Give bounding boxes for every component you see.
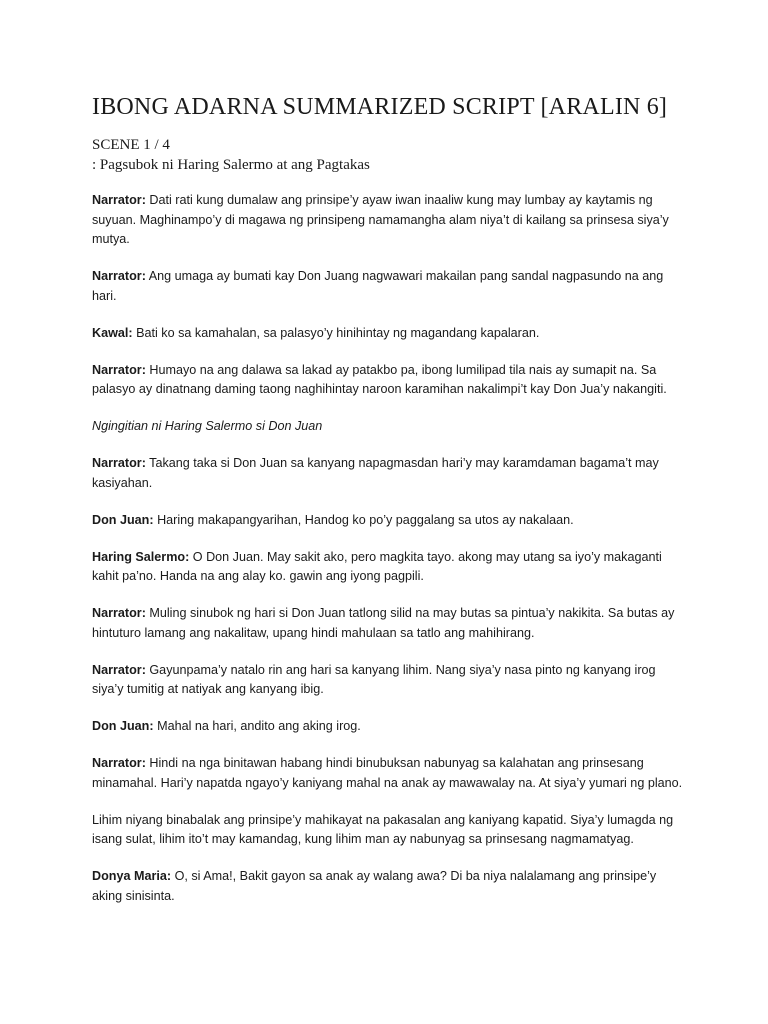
script-line: [92, 361, 688, 400]
script-line: [92, 324, 688, 344]
script-body: [92, 191, 688, 924]
script-line: [92, 661, 688, 700]
dialogue-text: Gayunpama’y natalo rin ang hari sa kanyang lihim. Nang siya’y nasa pinto ng kanyang irog siya’y tumitig at natiyak ang kanyang ibig.: [92, 662, 656, 696]
speaker-name: Narrator:: [92, 756, 146, 770]
speaker-name: Narrator:: [92, 662, 146, 677]
scene-title: : Pagsubok ni Haring Salermo at ang Pagtakas: [92, 157, 370, 173]
speaker-name: Narrator:: [92, 606, 146, 620]
speaker-name: Kawal:: [92, 325, 133, 340]
dialogue-text: Bati ko sa kamahalan, sa palasyo’y hinihintay ng magandang kapalaran.: [132, 325, 540, 340]
dialogue-text: Ang umaga ay bumati kay Don Juang nagwawari makailan pang sandal nagpasundo na ang hari.: [92, 269, 664, 303]
dialogue-text: O Don Juan. May sakit ako, pero magkita tayo. akong may utang sa iyo’y makaganti kahit pa’no. Handa na ang alay ko. gawin ang iyong pagpili.: [92, 549, 662, 583]
dialogue-text: Muling sinubok ng hari si Don Juan tatlong silid na may butas sa pintua’y nakikita. Sa butas ay hintuturo lamang ang nakalitaw, upang hindi mahulaan sa tatlo ang mahihirang.: [92, 606, 675, 640]
narration-text: Lihim niyang binabalak ang prinsipe’y mahikayat na pakasalan ang kaniyang kapatid. Siya’y lumagda ng isang sulat, lihim ito’t may kamandag, kung lihim man ay nabunyag sa prinsesang nagmamatyag.: [92, 812, 674, 846]
dialogue-text: Dati rati kung dumalaw ang prinsipe’y ayaw iwan inaaliw kung may lumbay ay kaytamis ng suyuan. Maghinampo’y di magawa ng prinsipeng namamangha alam niya’t di kailang sa prinsesa siya’y mutya.: [92, 193, 669, 246]
stage-direction: [92, 417, 688, 437]
dialogue-text: Haring makapangyarihan, Handog ko po’y paggalang sa utos ay nakalaan.: [153, 512, 574, 527]
script-line: [92, 454, 688, 493]
document-title: IBONG ADARNA SUMMARIZED SCRIPT [ARALIN 6]: [92, 94, 668, 120]
dialogue-text: O, si Ama!, Bakit gayon sa anak ay walang awa? Di ba niya nalalamang ang prinsipe’y aking sinisinta.: [92, 869, 657, 903]
script-line: [92, 511, 688, 531]
script-line: [92, 754, 688, 793]
scene-heading: [92, 135, 370, 175]
speaker-name: Narrator:: [92, 362, 146, 377]
narration-paragraph: [92, 811, 688, 850]
script-line: [92, 867, 688, 906]
speaker-name: Haring Salermo:: [92, 549, 190, 564]
speaker-name: Narrator:: [92, 456, 146, 470]
speaker-name: Narrator:: [92, 193, 146, 207]
speaker-name: Don Juan:: [92, 512, 154, 527]
script-line: [92, 604, 688, 643]
dialogue-text: Mahal na hari, andito ang aking irog.: [153, 719, 361, 733]
stage-direction-text: Ngingitian ni Haring Salermo si Don Juan: [92, 419, 323, 433]
script-line: [92, 267, 688, 306]
speaker-name: Don Juan:: [92, 719, 154, 733]
dialogue-text: Takang taka si Don Juan sa kanyang napagmasdan hari’y may karamdaman bagama’t may kasiyahan.: [92, 456, 659, 490]
script-line: [92, 717, 688, 737]
speaker-name: Narrator:: [92, 269, 146, 283]
script-line: [92, 191, 688, 250]
scene-label: SCENE 1 / 4: [92, 137, 170, 153]
dialogue-text: Humayo na ang dalawa sa lakad ay patakbo pa, ibong lumilipad tila nais ay sumapit na. Sa palasyo ay dinatnang daming taong naghihintay naroon karamihan nakalimpi’t kay Don Jua’y nakangiti.: [92, 362, 667, 396]
script-line: [92, 548, 688, 587]
speaker-name: Donya Maria:: [92, 869, 172, 883]
dialogue-text: Hindi na nga binitawan habang hindi binubuksan nabunyag sa kalahatan ang prinsesang minamahal. Hari’y napatda ngayo’y kaniyang mahal na anak ay mawawalay na. At siya’y yumari ng plano.: [92, 756, 683, 790]
